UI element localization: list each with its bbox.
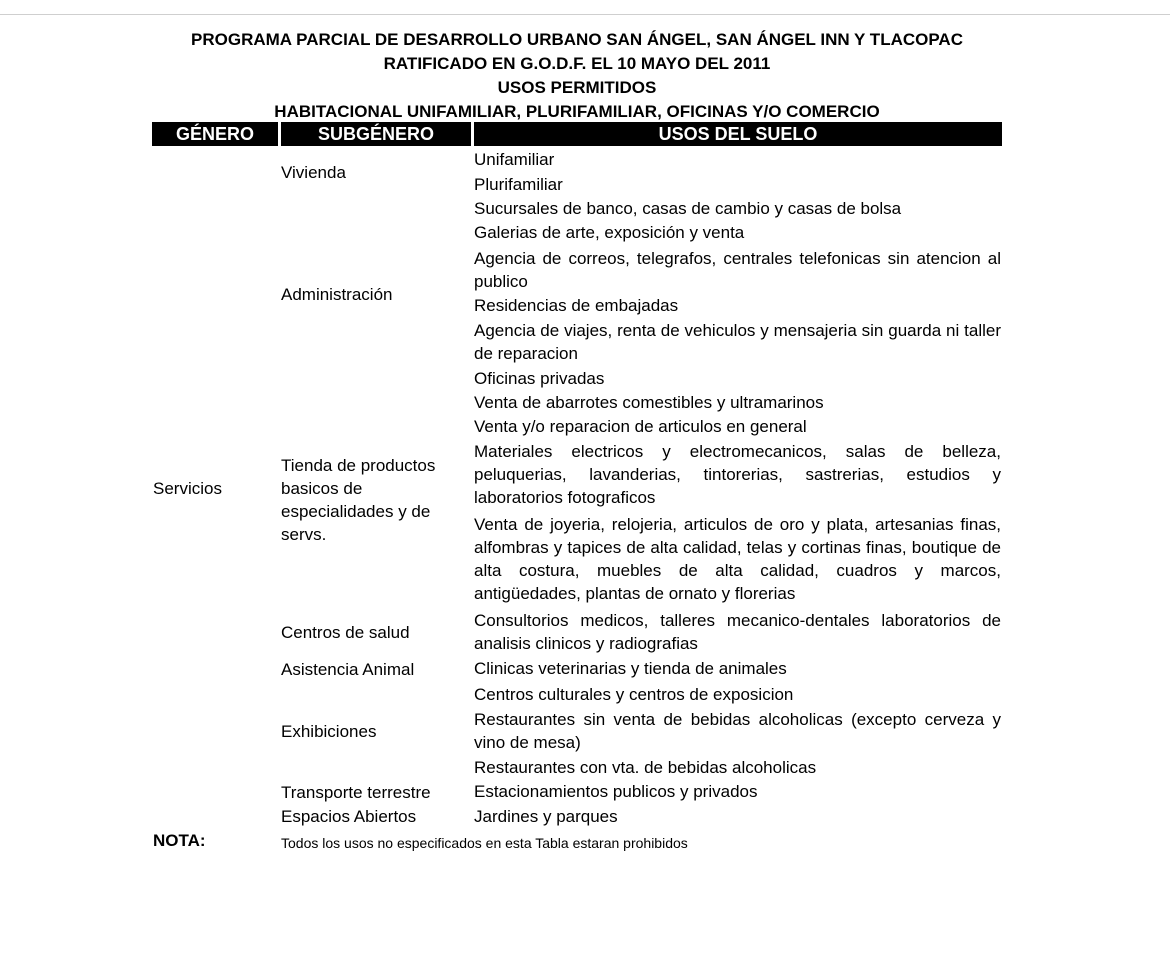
subgenero-centros-salud: Centros de salud: [281, 623, 410, 642]
top-divider: [0, 14, 1170, 15]
document-zone-type: HABITACIONAL UNIFAMILIAR, PLURIFAMILIAR, OFICINAS Y/O COMERCIO: [274, 102, 880, 121]
uso-item: Estacionamientos publicos y privados: [474, 782, 758, 801]
subgenero-espacios-abiertos: Espacios Abiertos: [281, 807, 417, 826]
subgenero-asistencia-animal: Asistencia Animal: [281, 660, 415, 679]
uso-item: Plurifamiliar: [474, 175, 563, 194]
uso-item: Venta de abarrotes comestibles y ultramarinos: [474, 393, 824, 412]
uso-item: Restaurantes sin venta de bebidas alcoholicas (excepto cerveza y vino de mesa): [474, 710, 1001, 752]
uso-item: Unifamiliar: [474, 150, 555, 169]
uso-item: Venta de joyeria, relojeria, articulos de oro y plata, artesanias finas, alfombras y tapices de alta calidad, telas y cortinas finas, boutique de alta costura, muebles de alta calidad, cuadros y marcos, antigüedades, plantas de ornato y florerias: [474, 515, 1001, 603]
header-genero: GÉNERO: [152, 122, 278, 146]
uso-item: Jardines y parques: [474, 807, 618, 826]
document-ratification: RATIFICADO EN G.O.D.F. EL 10 MAYO DEL 2011: [383, 54, 771, 73]
subgenero-exhibiciones: Exhibiciones: [281, 722, 377, 741]
genero-cell: Servicios: [153, 479, 222, 498]
uso-item: Centros culturales y centros de exposicion: [474, 685, 794, 704]
subgenero-vivienda: Vivienda: [281, 163, 346, 182]
uso-item: Residencias de embajadas: [474, 296, 679, 315]
uso-item: Restaurantes con vta. de bebidas alcoholicas: [474, 758, 817, 777]
uso-item: Materiales electricos y electromecanicos, salas de belleza, peluquerias, lavanderias, tintorerias, sastrerias, estudios y laboratorios fotograficos: [474, 442, 1001, 507]
subgenero-administracion: Administración: [281, 285, 393, 304]
nota-label: NOTA:: [153, 831, 206, 850]
subgenero-transporte: Transporte terrestre: [281, 783, 431, 802]
document-subtitle: USOS PERMITIDOS: [497, 78, 657, 97]
uso-item: Agencia de viajes, renta de vehiculos y mensajeria sin guarda ni taller de reparacion: [474, 321, 1001, 363]
subgenero-tienda: Tienda de productos basicos de especialidades y de servs.: [281, 456, 436, 544]
uso-item: Oficinas privadas: [474, 369, 605, 388]
header-usos: USOS DEL SUELO: [474, 122, 1002, 146]
uso-item: Consultorios medicos, talleres mecanico-dentales laboratorios de analisis clinicos y radiografias: [474, 611, 1001, 653]
uso-item: Clinicas veterinarias y tienda de animales: [474, 659, 787, 678]
uso-item: Venta y/o reparacion de articulos en general: [474, 417, 807, 436]
nota-text: Todos los usos no especificados en esta Tabla estaran prohibidos: [281, 835, 688, 851]
uso-item: Sucursales de banco, casas de cambio y casas de bolsa: [474, 199, 902, 218]
uso-item: Galerias de arte, exposición y venta: [474, 223, 745, 242]
document-title: PROGRAMA PARCIAL DE DESARROLLO URBANO SAN ÁNGEL, SAN ÁNGEL INN Y TLACOPAC: [191, 30, 963, 49]
header-subgenero: SUBGÉNERO: [281, 122, 471, 146]
uso-item: Agencia de correos, telegrafos, centrales telefonicas sin atencion al publico: [474, 249, 1001, 291]
